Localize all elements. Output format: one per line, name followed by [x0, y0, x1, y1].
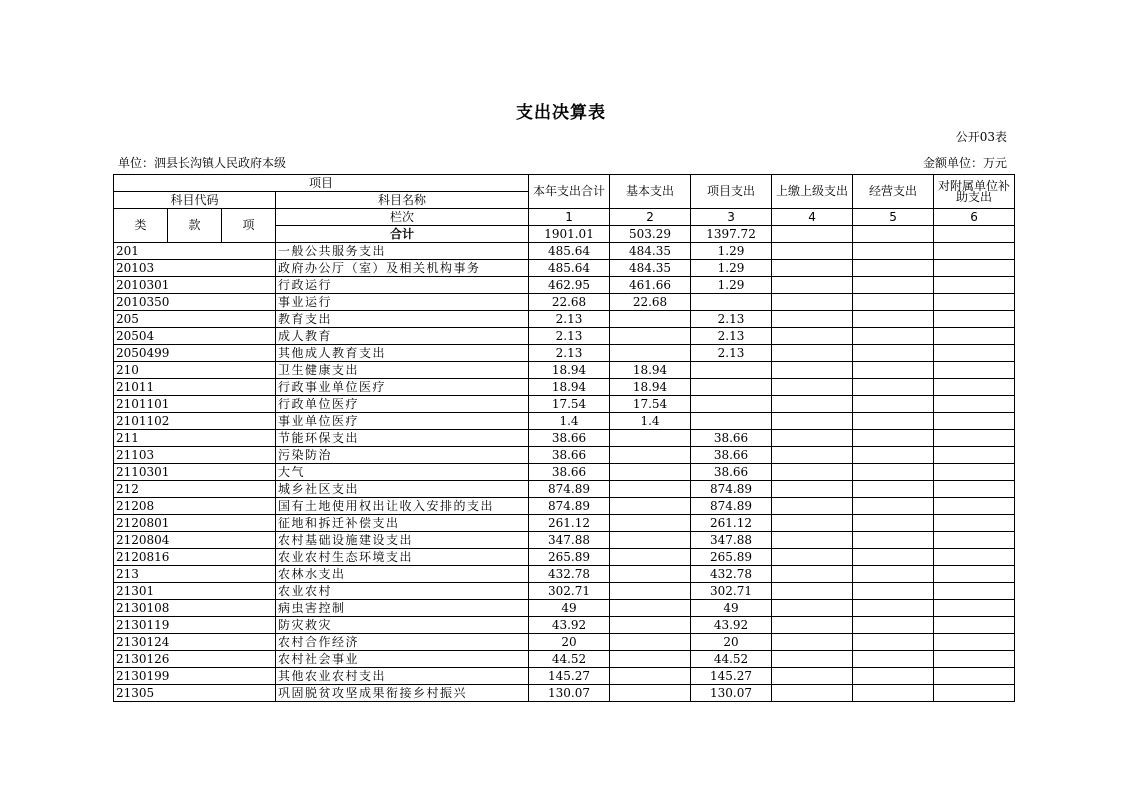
row-project: 265.89: [691, 549, 772, 566]
row-project: 1.29: [691, 243, 772, 260]
col-number-2: 2: [610, 209, 691, 226]
row-subsidiary: [934, 243, 1015, 260]
row-project: 261.12: [691, 515, 772, 532]
table-row: [114, 600, 1015, 617]
header-col-business: 经营支出: [853, 175, 934, 209]
header-col-project: 项目支出: [691, 175, 772, 209]
row-upper: [772, 651, 853, 668]
row-code: 213: [114, 566, 276, 583]
row-upper: [772, 532, 853, 549]
row-basic: [610, 498, 691, 515]
table-row: [114, 634, 1015, 651]
row-upper: [772, 345, 853, 362]
table-row: [114, 481, 1015, 498]
row-project: 2.13: [691, 345, 772, 362]
row-total: 1.4: [529, 413, 610, 430]
row-name: 农村社会事业: [276, 651, 529, 668]
row-business: [853, 532, 934, 549]
row-total: 38.66: [529, 464, 610, 481]
row-subsidiary: [934, 362, 1015, 379]
row-business: [853, 515, 934, 532]
row-business: [853, 464, 934, 481]
col-number-3: 3: [691, 209, 772, 226]
header-col-subsidiary: 对附属单位补助支出: [934, 175, 1015, 209]
row-code: 2120801: [114, 515, 276, 532]
row-basic: [610, 600, 691, 617]
row-upper: [772, 243, 853, 260]
row-business: [853, 617, 934, 634]
row-code: 2130199: [114, 668, 276, 685]
row-total: 265.89: [529, 549, 610, 566]
row-upper: [772, 328, 853, 345]
row-upper: [772, 634, 853, 651]
row-upper: [772, 311, 853, 328]
form-number: 公开03表: [955, 130, 1007, 144]
row-basic: 22.68: [610, 294, 691, 311]
row-basic: 1.4: [610, 413, 691, 430]
table-row: [114, 430, 1015, 447]
row-total: 18.94: [529, 362, 610, 379]
row-subsidiary: [934, 549, 1015, 566]
row-code: 2130119: [114, 617, 276, 634]
row-subsidiary: [934, 277, 1015, 294]
row-basic: 461.66: [610, 277, 691, 294]
row-basic: [610, 328, 691, 345]
unit-label: 单位：泗县长沟镇人民政府本级: [118, 156, 287, 170]
table-row: [114, 447, 1015, 464]
table-row: [114, 668, 1015, 685]
row-project: 38.66: [691, 447, 772, 464]
table-row: [114, 566, 1015, 583]
row-subsidiary: [934, 379, 1015, 396]
row-basic: [610, 464, 691, 481]
row-name: 巩固脱贫攻坚成果衔接乡村振兴: [276, 685, 529, 702]
row-basic: [610, 447, 691, 464]
row-business: [853, 498, 934, 515]
row-upper: [772, 515, 853, 532]
row-total: 38.66: [529, 430, 610, 447]
expenditure-table: [113, 174, 1015, 702]
row-name: 征地和拆迁补偿支出: [276, 515, 529, 532]
row-total: 2.13: [529, 328, 610, 345]
row-upper: [772, 600, 853, 617]
row-code: 205: [114, 311, 276, 328]
row-name: 农林水支出: [276, 566, 529, 583]
header-col-upper: 上缴上级支出: [772, 175, 853, 209]
row-subsidiary: [934, 396, 1015, 413]
table-row: [114, 413, 1015, 430]
row-upper: [772, 668, 853, 685]
table-row: [114, 362, 1015, 379]
row-total: 485.64: [529, 260, 610, 277]
row-business: [853, 549, 934, 566]
table-row: [114, 311, 1015, 328]
row-basic: [610, 685, 691, 702]
row-code: 2130126: [114, 651, 276, 668]
row-basic: 484.35: [610, 243, 691, 260]
row-project: 2.13: [691, 328, 772, 345]
row-upper: [772, 379, 853, 396]
row-subsidiary: [934, 447, 1015, 464]
row-upper: [772, 617, 853, 634]
total-amount: 1901.01: [529, 226, 610, 243]
row-project: 130.07: [691, 685, 772, 702]
row-project: 432.78: [691, 566, 772, 583]
row-code: 21208: [114, 498, 276, 515]
row-name: 城乡社区支出: [276, 481, 529, 498]
col-number-4: 4: [772, 209, 853, 226]
row-total: 432.78: [529, 566, 610, 583]
row-code: 212: [114, 481, 276, 498]
row-subsidiary: [934, 413, 1015, 430]
row-project: 43.92: [691, 617, 772, 634]
row-name: 行政运行: [276, 277, 529, 294]
row-project: [691, 362, 772, 379]
row-basic: 484.35: [610, 260, 691, 277]
row-total: 17.54: [529, 396, 610, 413]
row-total: 485.64: [529, 243, 610, 260]
row-project: [691, 379, 772, 396]
row-basic: [610, 668, 691, 685]
row-code: 2110301: [114, 464, 276, 481]
row-basic: [610, 583, 691, 600]
row-name: 其他成人教育支出: [276, 345, 529, 362]
row-subsidiary: [934, 345, 1015, 362]
row-code: 20504: [114, 328, 276, 345]
table-row: [114, 243, 1015, 260]
table-row: [114, 583, 1015, 600]
header-name: 科目名称: [276, 192, 529, 209]
row-total: 261.12: [529, 515, 610, 532]
row-upper: [772, 277, 853, 294]
total-project: 1397.72: [691, 226, 772, 243]
row-upper: [772, 413, 853, 430]
row-basic: [610, 311, 691, 328]
col-number-5: 5: [853, 209, 934, 226]
total-business: [853, 226, 934, 243]
row-business: [853, 243, 934, 260]
row-name: 一般公共服务支出: [276, 243, 529, 260]
row-name: 政府办公厅（室）及相关机构事务: [276, 260, 529, 277]
row-project: 145.27: [691, 668, 772, 685]
row-subsidiary: [934, 294, 1015, 311]
row-upper: [772, 583, 853, 600]
row-code: 2050499: [114, 345, 276, 362]
row-code: 21103: [114, 447, 276, 464]
row-upper: [772, 464, 853, 481]
row-name: 事业单位医疗: [276, 413, 529, 430]
row-code: 21301: [114, 583, 276, 600]
row-business: [853, 345, 934, 362]
row-upper: [772, 481, 853, 498]
row-business: [853, 396, 934, 413]
total-basic: 503.29: [610, 226, 691, 243]
row-business: [853, 277, 934, 294]
row-business: [853, 260, 934, 277]
row-name: 成人教育: [276, 328, 529, 345]
row-project: 38.66: [691, 464, 772, 481]
row-code: 211: [114, 430, 276, 447]
row-project: 2.13: [691, 311, 772, 328]
row-basic: [610, 532, 691, 549]
row-basic: [610, 481, 691, 498]
row-basic: [610, 549, 691, 566]
table-row: [114, 651, 1015, 668]
row-code: 2101101: [114, 396, 276, 413]
row-upper: [772, 362, 853, 379]
row-business: [853, 430, 934, 447]
row-name: 事业运行: [276, 294, 529, 311]
row-basic: [610, 566, 691, 583]
row-total: 49: [529, 600, 610, 617]
row-upper: [772, 294, 853, 311]
row-name: 行政单位医疗: [276, 396, 529, 413]
row-subsidiary: [934, 600, 1015, 617]
row-name: 病虫害控制: [276, 600, 529, 617]
page-title: 支出决算表: [516, 103, 606, 123]
row-business: [853, 566, 934, 583]
table-row: [114, 345, 1015, 362]
row-business: [853, 447, 934, 464]
row-business: [853, 362, 934, 379]
row-business: [853, 413, 934, 430]
row-basic: [610, 515, 691, 532]
row-basic: 18.94: [610, 379, 691, 396]
row-upper: [772, 430, 853, 447]
row-code: 2010301: [114, 277, 276, 294]
row-total: 20: [529, 634, 610, 651]
row-name: 卫生健康支出: [276, 362, 529, 379]
row-upper: [772, 498, 853, 515]
row-code: 21011: [114, 379, 276, 396]
row-project: 874.89: [691, 498, 772, 515]
row-name: 教育支出: [276, 311, 529, 328]
row-name: 污染防治: [276, 447, 529, 464]
row-code: 2130124: [114, 634, 276, 651]
row-subsidiary: [934, 515, 1015, 532]
row-basic: [610, 651, 691, 668]
row-name: 其他农业农村支出: [276, 668, 529, 685]
row-subsidiary: [934, 498, 1015, 515]
row-upper: [772, 566, 853, 583]
row-project: [691, 413, 772, 430]
row-total: 145.27: [529, 668, 610, 685]
row-name: 农村合作经济: [276, 634, 529, 651]
row-project: [691, 294, 772, 311]
row-total: 130.07: [529, 685, 610, 702]
row-project: [691, 396, 772, 413]
table-row: [114, 532, 1015, 549]
row-business: [853, 379, 934, 396]
table-row: [114, 396, 1015, 413]
row-name: 大气: [276, 464, 529, 481]
row-name: 防灾救灾: [276, 617, 529, 634]
row-code: 210: [114, 362, 276, 379]
row-subsidiary: [934, 311, 1015, 328]
row-total: 462.95: [529, 277, 610, 294]
row-total: 22.68: [529, 294, 610, 311]
header-col-total: 本年支出合计: [529, 175, 610, 209]
header-xiang: 项: [222, 209, 276, 243]
row-code: 21305: [114, 685, 276, 702]
row-total: 44.52: [529, 651, 610, 668]
row-business: [853, 651, 934, 668]
row-code: 20103: [114, 260, 276, 277]
row-subsidiary: [934, 566, 1015, 583]
row-code: 2010350: [114, 294, 276, 311]
total-label: 合计: [276, 226, 529, 243]
row-project: 38.66: [691, 430, 772, 447]
row-project: 347.88: [691, 532, 772, 549]
row-name: 农村基础设施建设支出: [276, 532, 529, 549]
row-subsidiary: [934, 634, 1015, 651]
header-col-basic: 基本支出: [610, 175, 691, 209]
table-row: [114, 277, 1015, 294]
row-business: [853, 685, 934, 702]
row-business: [853, 600, 934, 617]
row-business: [853, 311, 934, 328]
row-basic: [610, 617, 691, 634]
row-basic: [610, 430, 691, 447]
header-kuan: 款: [168, 209, 222, 243]
row-name: 农业农村: [276, 583, 529, 600]
row-subsidiary: [934, 583, 1015, 600]
row-subsidiary: [934, 260, 1015, 277]
row-code: 201: [114, 243, 276, 260]
table-row: [114, 549, 1015, 566]
row-business: [853, 328, 934, 345]
header-row-1: [114, 175, 1015, 192]
row-business: [853, 583, 934, 600]
col-number-6: 6: [934, 209, 1015, 226]
table-row: [114, 328, 1015, 345]
table-row: [114, 685, 1015, 702]
row-name: 行政事业单位医疗: [276, 379, 529, 396]
row-project: 1.29: [691, 277, 772, 294]
row-name: 农业农村生态环境支出: [276, 549, 529, 566]
row-upper: [772, 549, 853, 566]
table-row: [114, 464, 1015, 481]
row-project: 20: [691, 634, 772, 651]
row-subsidiary: [934, 430, 1015, 447]
header-lei: 类: [114, 209, 168, 243]
row-subsidiary: [934, 532, 1015, 549]
row-basic: 17.54: [610, 396, 691, 413]
row-total: 18.94: [529, 379, 610, 396]
table-row: [114, 294, 1015, 311]
total-subsidiary: [934, 226, 1015, 243]
row-subsidiary: [934, 617, 1015, 634]
table-row: [114, 515, 1015, 532]
row-business: [853, 294, 934, 311]
row-business: [853, 668, 934, 685]
row-project: 1.29: [691, 260, 772, 277]
row-upper: [772, 685, 853, 702]
row-total: 874.89: [529, 481, 610, 498]
table-row: [114, 617, 1015, 634]
header-code: 科目代码: [114, 192, 276, 209]
row-business: [853, 481, 934, 498]
row-subsidiary: [934, 464, 1015, 481]
row-code: 2120804: [114, 532, 276, 549]
col-number-1: 1: [529, 209, 610, 226]
row-basic: 18.94: [610, 362, 691, 379]
row-upper: [772, 447, 853, 464]
row-project: 874.89: [691, 481, 772, 498]
total-upper: [772, 226, 853, 243]
row-subsidiary: [934, 651, 1015, 668]
row-total: 302.71: [529, 583, 610, 600]
row-upper: [772, 396, 853, 413]
row-project: 302.71: [691, 583, 772, 600]
row-name: 国有土地使用权出让收入安排的支出: [276, 498, 529, 515]
table-row: [114, 379, 1015, 396]
row-basic: [610, 345, 691, 362]
row-subsidiary: [934, 328, 1015, 345]
row-project: 44.52: [691, 651, 772, 668]
row-upper: [772, 260, 853, 277]
row-subsidiary: [934, 668, 1015, 685]
row-project: 49: [691, 600, 772, 617]
row-business: [853, 634, 934, 651]
row-name: 节能环保支出: [276, 430, 529, 447]
header-row-3: [114, 209, 1015, 226]
table-row: [114, 260, 1015, 277]
row-total: 347.88: [529, 532, 610, 549]
row-subsidiary: [934, 481, 1015, 498]
row-total: 874.89: [529, 498, 610, 515]
table-row: [114, 498, 1015, 515]
row-code: 2120816: [114, 549, 276, 566]
row-total: 2.13: [529, 311, 610, 328]
row-total: 38.66: [529, 447, 610, 464]
row-basic: [610, 634, 691, 651]
row-total: 2.13: [529, 345, 610, 362]
row-total: 43.92: [529, 617, 610, 634]
row-code: 2130108: [114, 600, 276, 617]
header-lanci: 栏次: [276, 209, 529, 226]
money-unit: 金额单位：万元: [922, 156, 1007, 170]
header-item: 项目: [114, 175, 529, 192]
row-subsidiary: [934, 685, 1015, 702]
row-code: 2101102: [114, 413, 276, 430]
